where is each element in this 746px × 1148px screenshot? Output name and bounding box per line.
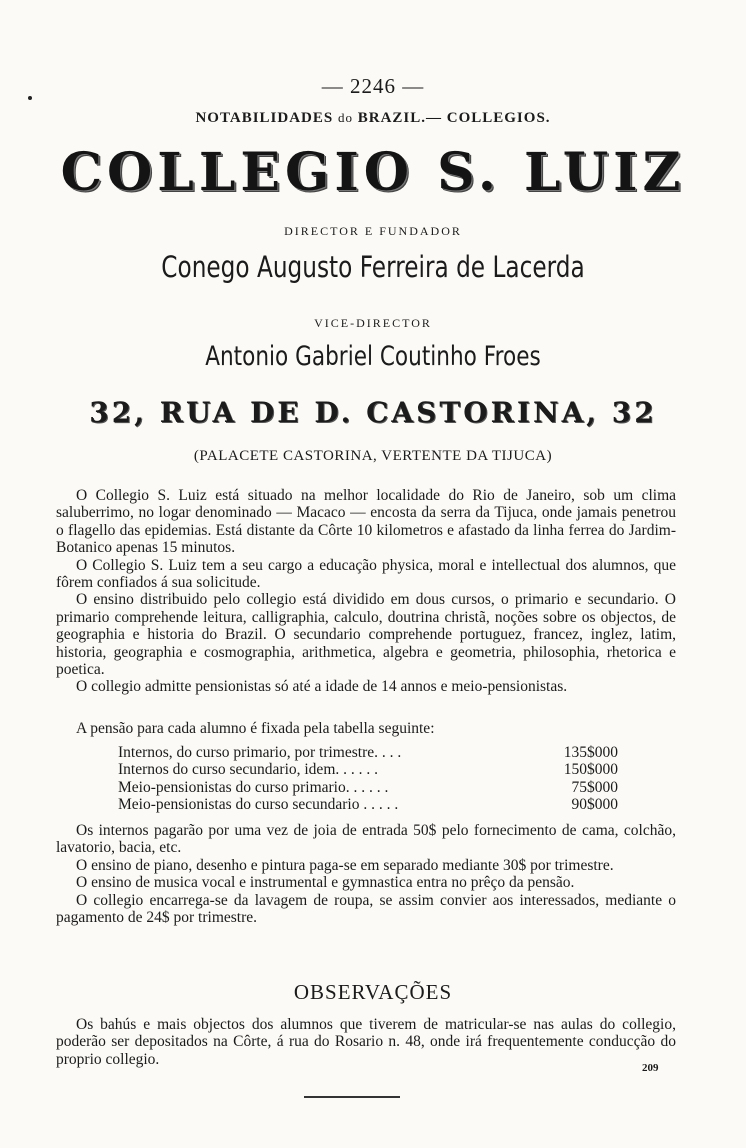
fee-value: 150$000 [563,761,618,779]
table-row [118,796,618,813]
body-text-fee-intro [56,720,676,737]
section-heading-part3: BRAZIL.— COLLEGIOS. [357,110,551,126]
paragraph-piano: O ensino de piano, desenho e pintura paga-se em separado mediante 30$ por trimestre. [76,856,614,874]
fee-value: 75$000 [571,778,618,796]
paragraph-admission: O collegio admitte pensionistas só até a idade de 14 annos e meio-pensionistas. [76,678,568,696]
fee-label: Meio-pensionistas do curso primario. . . . . . [118,778,389,796]
body-text-observations [56,1016,676,1068]
body-text-extras [56,822,676,926]
director-label: DIRECTOR E FUNDADOR [284,224,462,238]
section-heading-part1: NOTABILIDADES [195,110,334,126]
section-heading [0,110,746,127]
school-name: COLLEGIO S. LUIZ [60,142,686,203]
section-heading-part2: do [337,110,353,125]
body-text-intro [56,487,676,696]
vice-director-label: VICE-DIRECTOR [314,316,432,330]
paragraph-fee-intro: A pensão para cada alumno é fixada pela tabella seguinte: [76,720,435,737]
table-row [118,779,618,796]
director-name: Conego Augusto Ferreira de Lacerda [161,250,585,284]
paragraph-music: O ensino de musica vocal e instrumental e gymnastica entra no prêço da pensão. [76,874,575,892]
fee-label: Meio-pensionistas do curso secundario . . . . . [118,796,399,814]
paragraph-laundry: O collegio encarrega-se da lavagem de roupa, se assim convier aos interessados, mediante o pagamento de 24$ por trimestre. [56,891,676,927]
footer-number: 209 [642,1062,659,1074]
vice-director-name: Antonio Gabriel Coutinho Froes [205,341,541,372]
fee-value: 90$000 [571,796,618,814]
observations-heading: OBSERVAÇÕES [293,980,453,1004]
fee-value: 135$000 [563,744,618,761]
fee-label: Internos do curso secundario, idem. . . . . . [118,761,378,779]
fee-table [118,744,618,814]
table-row [118,744,618,761]
fee-label: Internos, do curso primario, por trimestre. . . . [118,744,402,761]
footer-rule [304,1096,400,1098]
page-number: — 2246 — [321,74,425,98]
paragraph-location: O Collegio S. Luiz está situado na melhor localidade do Rio de Janeiro, sob um clima saluberrimo, no logar denominado — Macaco — encosta da serra da Tijuca, onde jamais penetrou o flagello das epidemias. Está distante da Côrte 10 kilometros e afastado da linha ferrea do Jardim-Botanico apenas 15 minutos. [56,487,676,557]
paragraph-education: O Collegio S. Luiz tem a seu cargo a educação physica, moral e intellectual dos alumnos, que fôrem confiados á sua solicitude. [56,556,676,592]
paragraph-entry-fee: Os internos pagarão por uma vez de joia de entrada 50$ pelo fornecimento de cama, colchão, lavatorio, bacia, etc. [56,822,676,857]
paragraph-curriculum: O ensino distribuido pelo collegio está dividido em dous cursos, o primario e secundario. O primario comprehende leitura, calligraphia, calculo, doutrina christã, noções sobre os objectos, de geographia e historia do Brazil. O secundario comprehende portuguez, francez, inglez, latim, historia, geographia e cosmographia, arithmetica, algebra e geometria, philosophia, rhetorica e poetica. [56,591,676,679]
table-row [118,761,618,778]
paragraph-observations: Os bahús e mais objectos dos alumnos que tiverem de matricular-se nas aulas do collegio, poderão ser depositados na Côrte, á rua do Rosario n. 48, onde irá frequentemente conducção do proprio collegio. [56,1016,676,1068]
subaddress: (PALACETE CASTORINA, VERTENTE DA TIJUCA) [193,448,553,464]
address-line: 32, RUA DE D. CASTORINA, 32 [89,396,657,429]
